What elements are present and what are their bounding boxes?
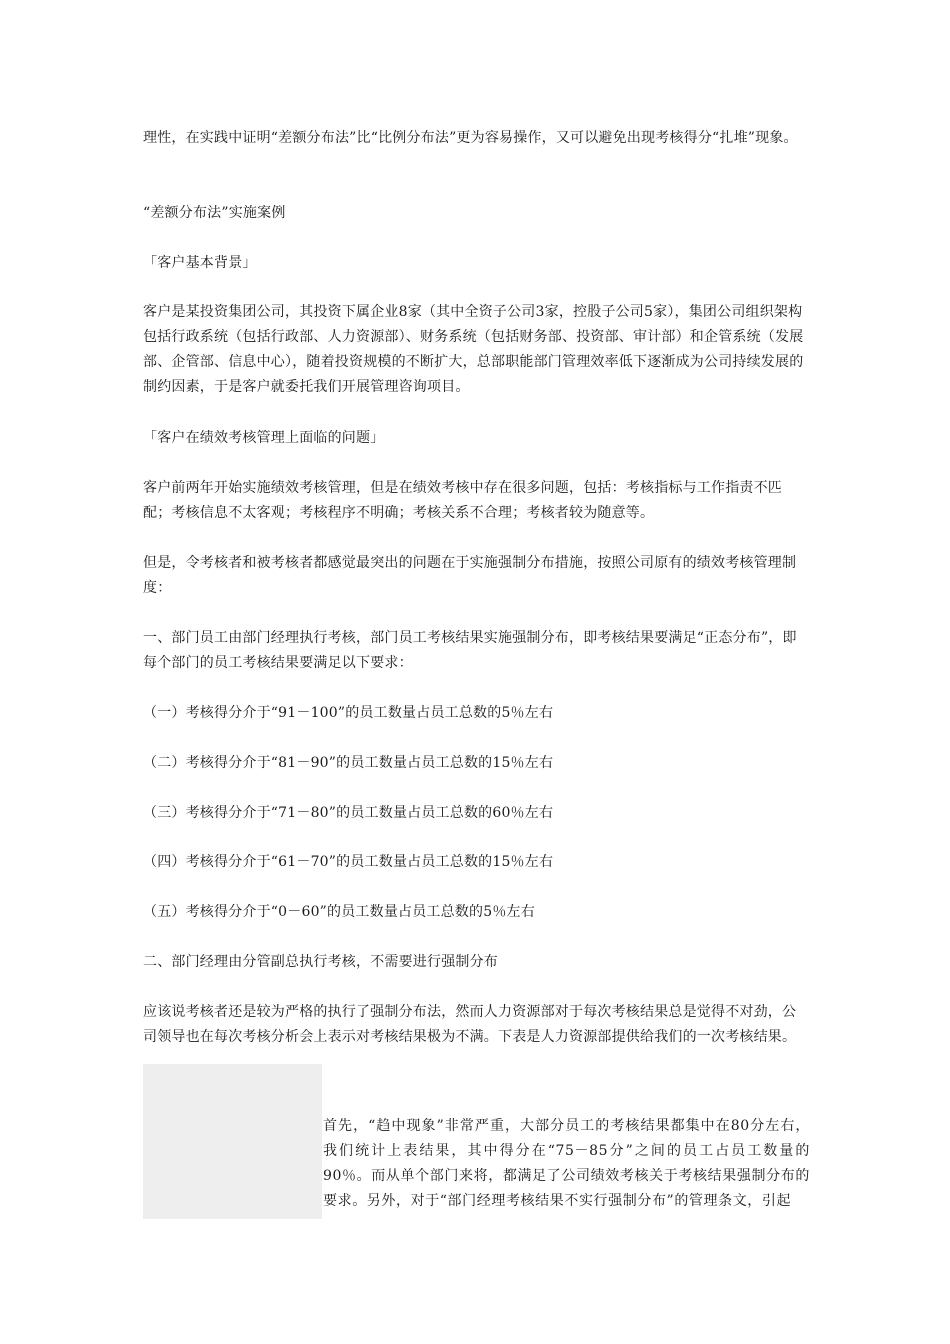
paragraph-background: 客户是某投资集团公司，其投资下属企业8家（其中全资子公司3家，控股子公司5家），集团公司组织架构包括行政系统（包括行政部、人力资源部）、财务系统（包括财务部、投资部、审计部）和企管系统（发展部、企管部、信息中心），随着投资规模的不断扩大，总部职能部门管理效率低下逐渐成为公司持续发展的制约因素，于是客户就委托我们开展管理咨询项目。 [143, 304, 804, 395]
section-heading-background: 「客户基本背景」 [143, 255, 257, 271]
distribution-item: （三）考核得分介于“71－80”的员工数量占员工总数的60％左右 [143, 805, 554, 821]
paragraph-intro: 理性，在实践中证明“差额分布法”比“比例分布法”更为容易操作，又可以避免出现考核得分“扎堆”现象。 [143, 130, 798, 146]
distribution-item: （二）考核得分介于“81－90”的员工数量占员工总数的15％左右 [143, 755, 554, 771]
paragraph-main-issue: 但是，令考核者和被考核者都感觉最突出的问题在于实施强制分布措施，按照公司原有的绩效考核管理制度： [143, 555, 797, 596]
case-heading: “差额分布法”实施案例 [143, 205, 286, 221]
distribution-item: （五）考核得分介于“0－60”的员工数量占员工总数的5％左右 [143, 904, 535, 920]
rule-one: 一、部门员工由部门经理执行考核，部门员工考核结果实施强制分布，即考核结果要满足“正态分布”，即每个部门的员工考核结果要满足以下要求： [143, 630, 797, 671]
section-heading-problems: 「客户在绩效考核管理上面临的问题」 [143, 430, 385, 446]
distribution-item: （一）考核得分介于“91－100”的员工数量占员工总数的5％左右 [143, 705, 554, 721]
distribution-item: （四）考核得分介于“61－70”的员工数量占员工总数的15％左右 [143, 854, 554, 870]
rule-two: 二、部门经理由分管副总执行考核，不需要进行强制分布 [143, 954, 498, 970]
paragraph-problems: 客户前两年开始实施绩效考核管理，但是在绩效考核中存在很多问题，包括：考核指标与工作指责不匹配；考核信息不太客观；考核程序不明确；考核关系不合理；考核者较为随意等。 [143, 480, 782, 521]
table-image-placeholder [143, 1064, 322, 1219]
paragraph-analysis: 首先，“趋中现象”非常严重，大部分员工的考核结果都集中在80分左右，我们统计上表结果，其中得分在“75－85分”之间的员工占员工数量的90％。而从单个部门来将，都满足了公司绩效考核关于考核结果强制分布的要求。另外，对于“部门经理考核结果不实行强制分布”的管理条文，引起 [323, 1118, 810, 1209]
paragraph-result-intro: 应该说考核者还是较为严格的执行了强制分布法，然而人力资源部对于每次考核结果总是觉得不对劲，公司领导也在每次考核分析会上表示对考核结果极为不满。下表是人力资源部提供给我们的一次考核结果。 [143, 1004, 797, 1045]
